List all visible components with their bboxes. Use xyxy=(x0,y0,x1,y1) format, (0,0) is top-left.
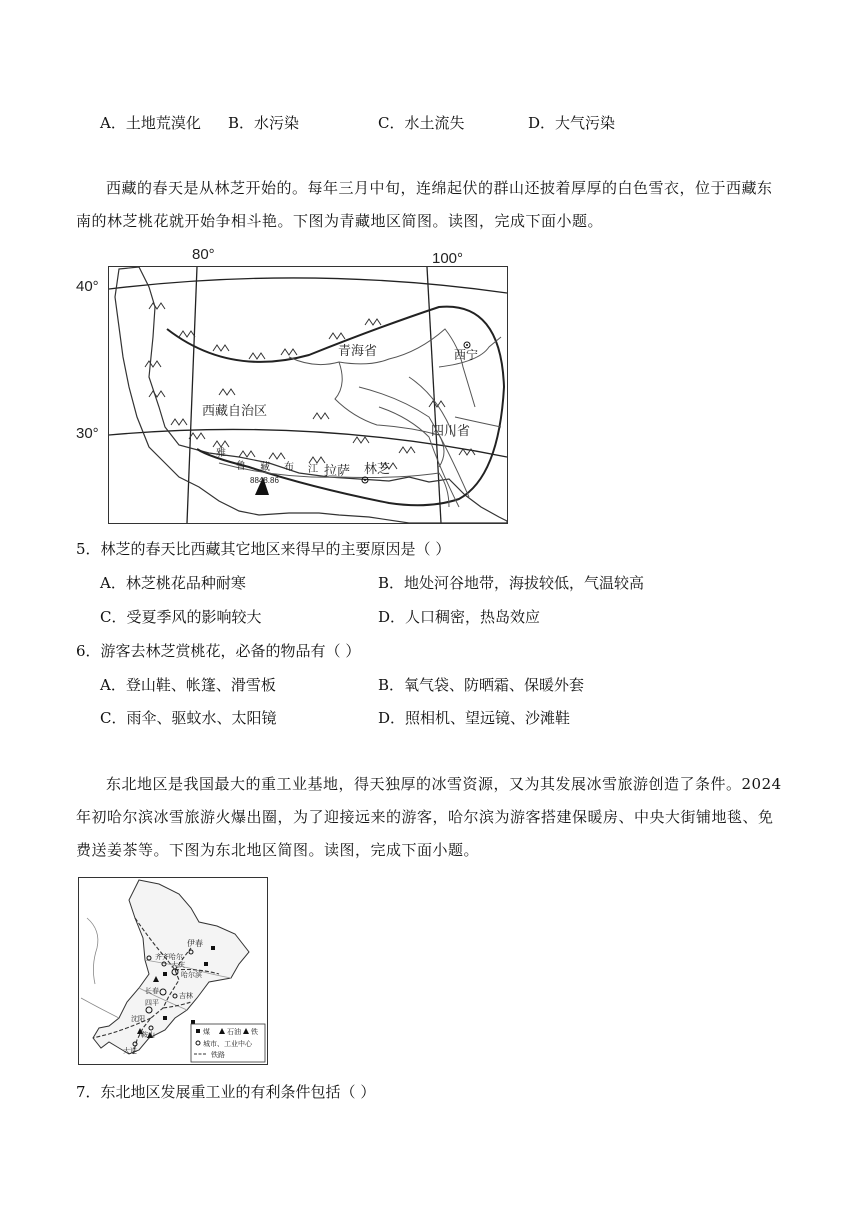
q6-option-d: D．照相机、望远镜、沙滩鞋 xyxy=(378,709,571,727)
qinghai-label: 青海省 xyxy=(338,343,378,358)
changchun-label: 长春 xyxy=(145,988,159,995)
yichun-label: 伊春 xyxy=(187,939,203,948)
xizang-label: 西藏自治区 xyxy=(202,403,268,418)
northeast-map xyxy=(78,877,268,1065)
legend-city-label: 城市、工业中心 xyxy=(203,1041,252,1048)
sichuan-label: 四川省 xyxy=(431,423,471,438)
q4-option-d: D．大气污染 xyxy=(528,114,616,132)
anshan-label: 鞍山 xyxy=(141,1032,155,1039)
river-zang-label: 藏 xyxy=(260,462,270,473)
lat-40-label: 40° xyxy=(76,278,99,295)
daqing-label: 大庆 xyxy=(171,962,185,969)
q6-stem: 6．游客去林芝赏桃花，必备的物品有（ ） xyxy=(76,642,361,660)
river-jiang-label: 江 xyxy=(308,464,318,475)
q5-option-d: D．人口稠密，热岛效应 xyxy=(378,608,541,626)
q6-option-b: B．氧气袋、防晒霜、保暖外套 xyxy=(378,676,585,694)
river-lu-label: 鲁 xyxy=(236,461,246,472)
q5-option-b: B．地处河谷地带，海拔较低，气温较高 xyxy=(378,574,645,592)
q6-option-c: C．雨伞、驱蚊水、太阳镜 xyxy=(100,709,277,727)
dalian-label: 大连 xyxy=(123,1048,137,1055)
lon-80-label: 80° xyxy=(192,246,215,263)
lon-100-label: 100° xyxy=(432,250,464,267)
siping-label: 四平 xyxy=(145,1000,159,1007)
q5-option-c: C．受夏季风的影响较大 xyxy=(100,608,262,626)
qinghai-tibet-map xyxy=(76,248,508,524)
legend-oil-label: 石油 xyxy=(227,1029,241,1036)
passage-northeast: 东北地区是我国最大的重工业基地，得天独厚的冰雪资源，又为其发展冰雪旅游创造了条件。2024年初哈尔滨冰雪旅游火爆出圈，为了迎接远来的游客，哈尔滨为游客搭建保暖房、中央大街铺地毯、免费送姜茶等。下图为东北地区简图。读图，完成下面小题。 xyxy=(76,775,782,859)
map1-frame xyxy=(108,266,508,524)
river-bu-label: 布 xyxy=(284,462,294,473)
legend-iron-label: 铁 xyxy=(251,1029,258,1036)
q4-option-a: A．土地荒漠化 xyxy=(100,114,201,132)
passage-tibet: 西藏的春天是从林芝开始的。每年三月中旬，连绵起伏的群山还披着厚厚的白色雪衣，位于西藏东南的林芝桃花就开始争相斗艳。下图为青藏地区简图。读图，完成下面小题。 xyxy=(76,179,773,230)
jilin-label: 吉林 xyxy=(179,993,193,1000)
legend-rail-label: 铁路 xyxy=(211,1052,225,1059)
qiqihar-label: 齐齐哈尔 xyxy=(155,954,183,961)
nyingchi-label: 林芝 xyxy=(364,461,391,476)
map1-drawing xyxy=(109,267,507,523)
legend-coal-label: 煤 xyxy=(203,1029,210,1036)
q5-option-a: A．林芝桃花品种耐寒 xyxy=(100,574,246,592)
xining-label: 西宁 xyxy=(454,348,479,362)
q6-option-a: A．登山鞋、帐篷、滑雪板 xyxy=(100,676,276,694)
everest-height-label: 8848.86 xyxy=(250,476,279,485)
q7-stem: 7．东北地区发展重工业的有利条件包括（ ） xyxy=(76,1083,376,1101)
q4-option-b: B．水污染 xyxy=(228,114,300,132)
lhasa-label: 拉萨 xyxy=(324,463,351,478)
lat-30-label: 30° xyxy=(76,425,99,442)
river-ya-label: 雅 xyxy=(216,448,226,459)
shenyang-label: 沈阳 xyxy=(131,1016,145,1023)
q4-option-c: C．水土流失 xyxy=(378,114,465,132)
harbin-label: 哈尔滨 xyxy=(181,972,202,979)
q5-stem: 5．林芝的春天比西藏其它地区来得早的主要原因是（ ） xyxy=(76,540,451,558)
